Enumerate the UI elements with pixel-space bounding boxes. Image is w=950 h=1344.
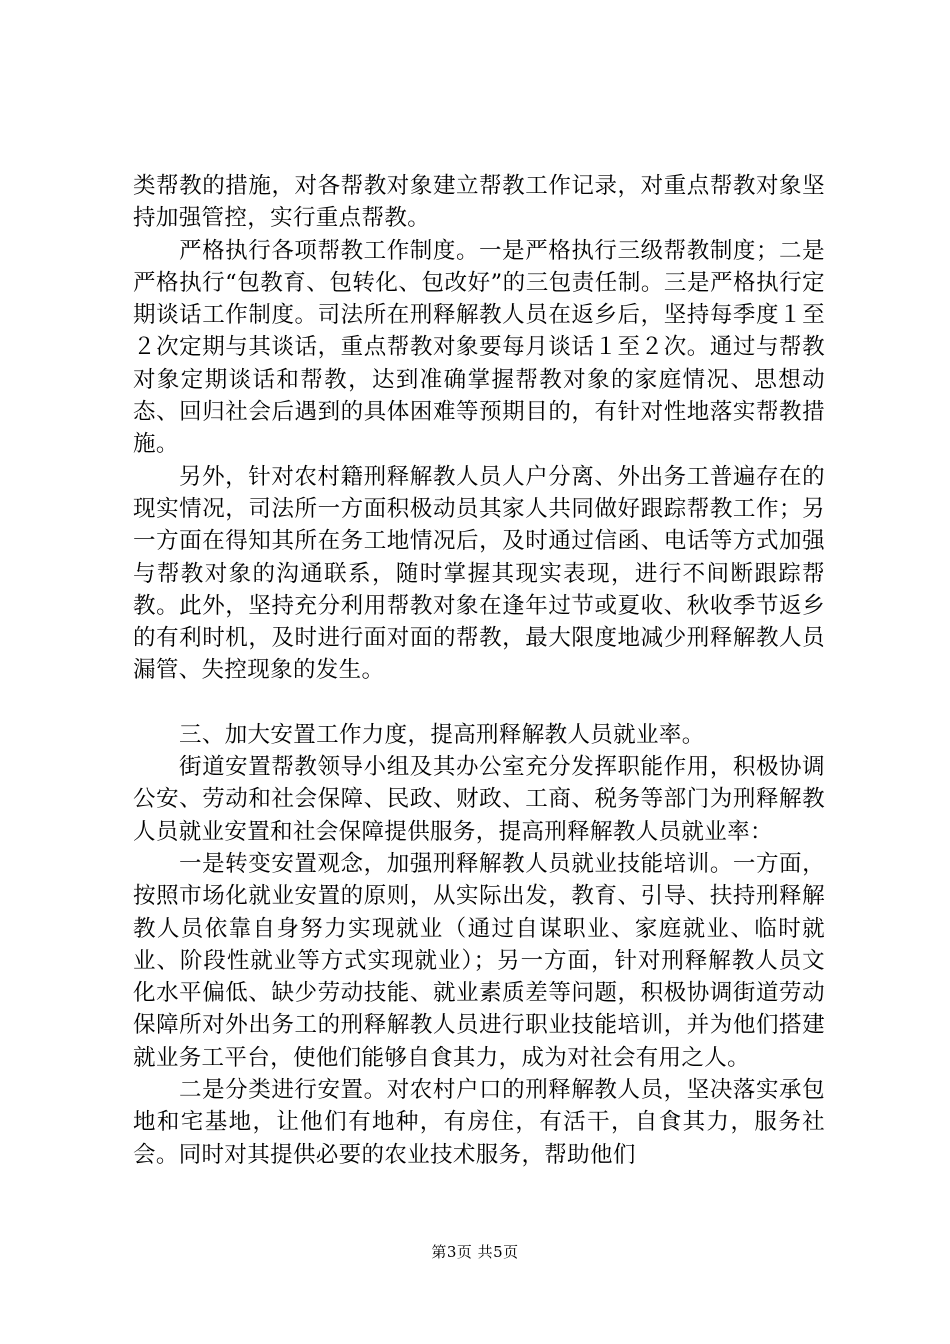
paragraph-help-system: 严格执行各项帮教工作制度。一是严格执行三级帮教制度；二是严格执行“包教育、包转化、包改好”的三包责任制。三是严格执行定期谈话工作制度。司法所在刑释解教人员在返乡后，坚持每季度１至２次定期与其谈话，重点帮教对象要每月谈话１至２次。通过与帮教对象定期谈话和帮教，达到准确掌握帮教对象的家庭情况、思想动态、回归社会后遇到的具体困难等预期目的，有针对性地落实帮教措施。 — [133, 237, 825, 458]
paragraph-employment-training: 一是转变安置观念，加强刑释解教人员就业技能培训。一方面，按照市场化就业安置的原则，从实际出发，教育、引导、扶持刑释解教人员依靠自身努力实现就业（通过自谋职业、家庭就业、临时就业、阶段性就业等方式实现就业）；另一方面，针对刑释解教人员文化水平偏低、缺少劳动技能、就业素质差等问题，积极协调街道劳动保障所对外出务工的刑释解教人员进行职业技能培训，并为他们搭建就业务工平台，使他们能够自食其力，成为对社会有用之人。 — [133, 850, 825, 1071]
page-number-footer: 第3页 共5页 — [431, 1243, 519, 1261]
paragraph-classified-placement: 二是分类进行安置。对农村户口的刑释解教人员，坚决落实承包地和宅基地，让他们有地种，有房住，有活干，自食其力，服务社会。同时对其提供必要的农业技术服务，帮助他们 — [133, 1077, 825, 1168]
paragraph-office-role: 街道安置帮教领导小组及其办公室充分发挥职能作用，积极协调公安、劳动和社会保障、民政、财政、工商、税务等部门为刑释解教人员就业安置和社会保障提供服务，提高刑释解教人员就业率： — [133, 754, 825, 845]
paragraph-spacer — [133, 687, 825, 719]
paragraph-continuation: 类帮教的措施，对各帮教对象建立帮教工作记录，对重点帮教对象坚持加强管控，实行重点帮教。 — [133, 173, 825, 232]
section-heading-three: 三、加大安置工作力度，提高刑释解教人员就业率。 — [179, 721, 705, 748]
paragraph-tracking-help: 另外，针对农村籍刑释解教人员人户分离、外出务工普遍存在的现实情况，司法所一方面积极动员其家人共同做好跟踪帮教工作；另一方面在得知其所在务工地情况后，及时通过信函、电话等方式加强与帮教对象的沟通联系，随时掌握其现实表现，进行不间断跟踪帮教。此外，坚持充分利用帮教对象在逢年过节或夏收、秋收季节返乡的有利时机，及时进行面对面的帮教，最大限度地减少刑释解教人员漏管、失控现象的发生。 — [133, 463, 825, 684]
document-body — [133, 170, 825, 1171]
